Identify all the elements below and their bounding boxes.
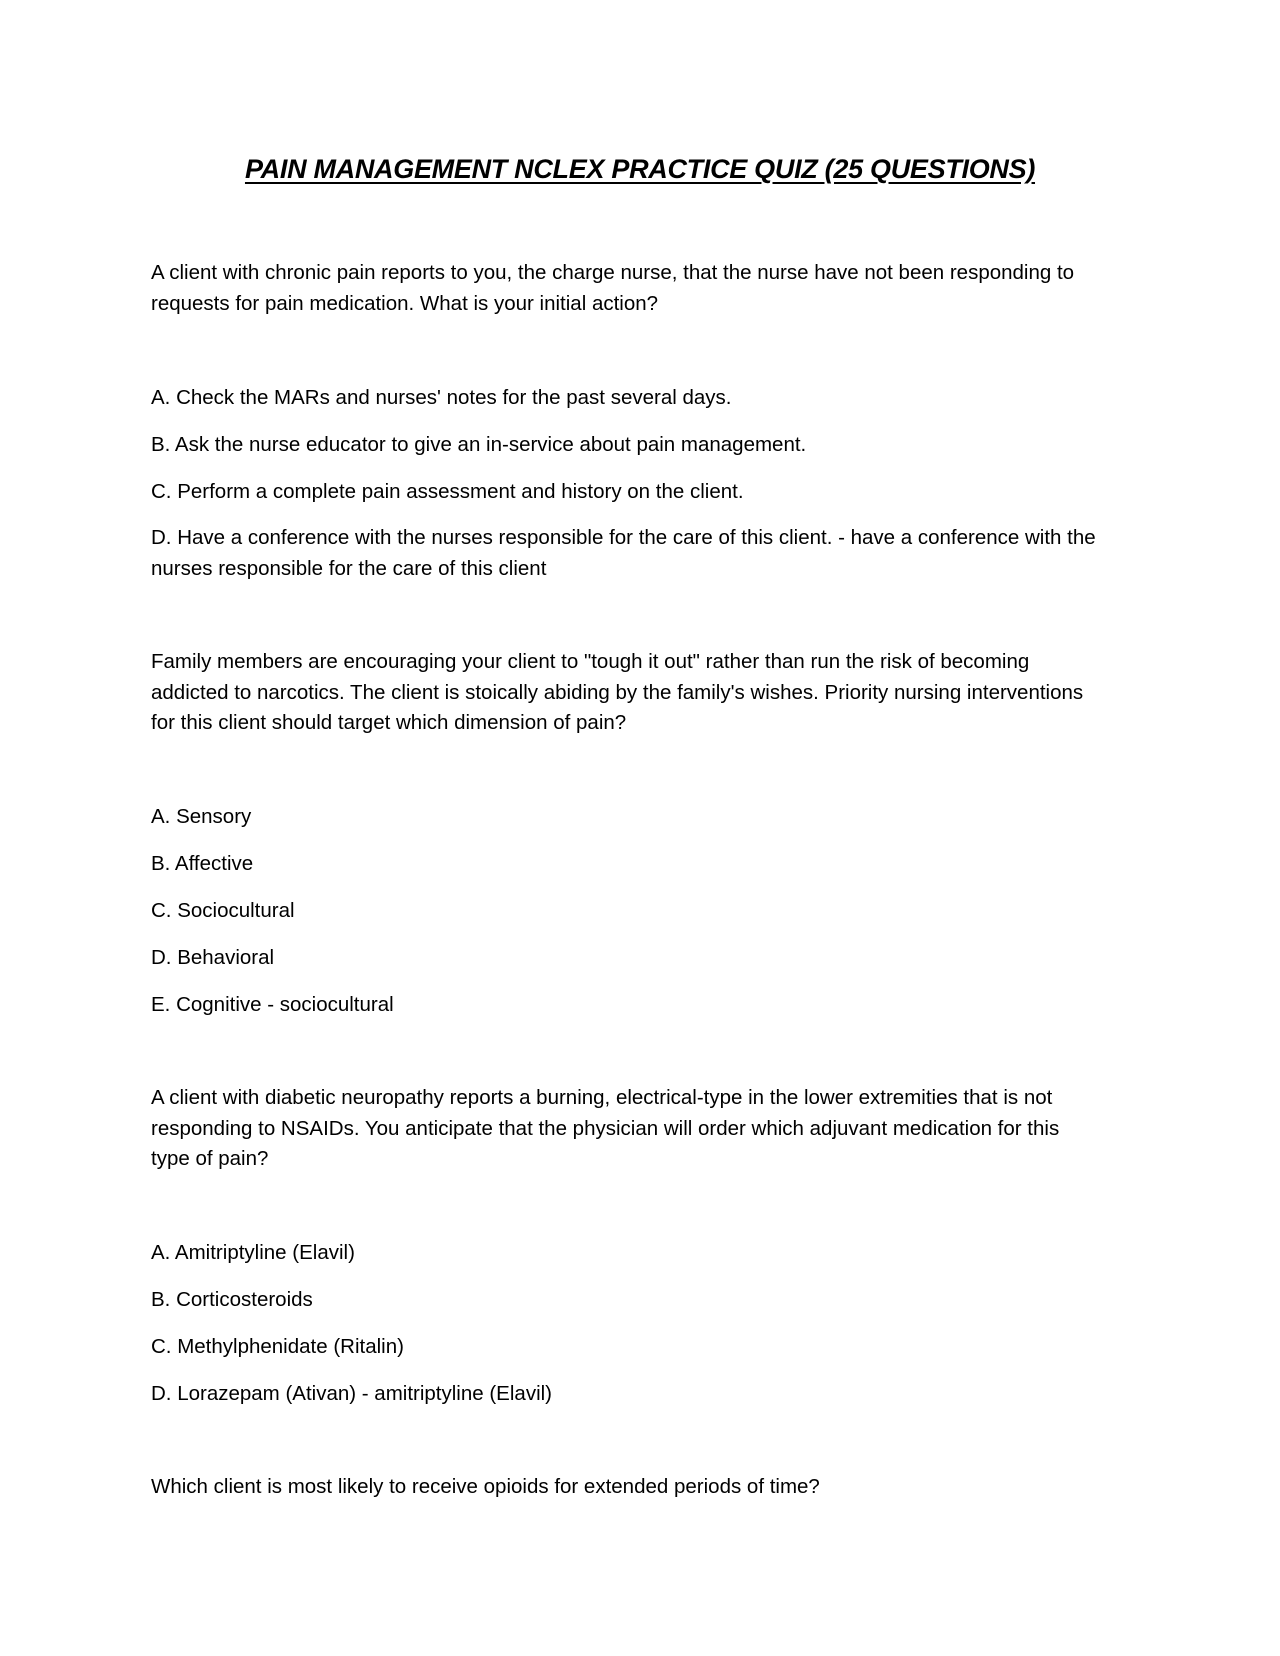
answer-option: D. Behavioral <box>151 946 275 969</box>
answer-option-line: D. Have a conference with the nurses responsible for the care of this client. - have a conference with the <box>151 526 1096 549</box>
answer-option: B. Affective <box>151 852 254 875</box>
answer-option: D. Lorazepam (Ativan) - amitriptyline (Elavil) <box>151 1382 553 1405</box>
answer-option: C. Perform a complete pain assessment and history on the client. <box>151 480 744 503</box>
question-stem-line: Family members are encouraging your client to "tough it out" rather than run the risk of becoming <box>151 650 1030 673</box>
question-stem-line: type of pain? <box>151 1147 269 1170</box>
answer-option: A. Amitriptyline (Elavil) <box>151 1241 355 1264</box>
answer-option: B. Ask the nurse educator to give an in-service about pain management. <box>151 433 807 456</box>
answer-option: A. Sensory <box>151 805 252 828</box>
answer-option: E. Cognitive - sociocultural <box>151 993 394 1016</box>
answer-option-line: nurses responsible for the care of this client <box>151 556 547 580</box>
question-stem-line: responding to NSAIDs. You anticipate that the physician will order which adjuvant medication for this <box>151 1116 1060 1140</box>
question-stem-line: for this client should target which dimension of pain? <box>151 711 627 734</box>
question-stem <box>151 647 1141 739</box>
question-stem-line: addicted to narcotics. The client is stoically abiding by the family's wishes. Priority nursing interventions <box>151 680 1084 704</box>
question-stem-line: A client with diabetic neuropathy reports a burning, electrical-type in the lower extremities that is not <box>151 1086 1053 1109</box>
answer-option: C. Sociocultural <box>151 899 295 922</box>
page-title: PAIN MANAGEMENT NCLEX PRACTICE QUIZ (25 QUESTIONS) <box>244 154 1036 184</box>
answer-option: A. Check the MARs and nurses' notes for the past several days. <box>151 386 732 409</box>
question-stem <box>151 1083 1141 1175</box>
answer-option <box>151 523 1141 584</box>
answer-option: C. Methylphenidate (Ritalin) <box>151 1335 404 1358</box>
question-stem <box>151 1472 1141 1503</box>
answer-option: B. Corticosteroids <box>151 1288 313 1311</box>
question-stem <box>151 258 1141 319</box>
question-stem-line: Which client is most likely to receive opioids for extended periods of time? <box>151 1475 820 1498</box>
question-stem-line: requests for pain medication. What is your initial action? <box>151 291 659 315</box>
question-stem-line: A client with chronic pain reports to you, the charge nurse, that the nurse have not been responding to <box>151 261 1075 284</box>
